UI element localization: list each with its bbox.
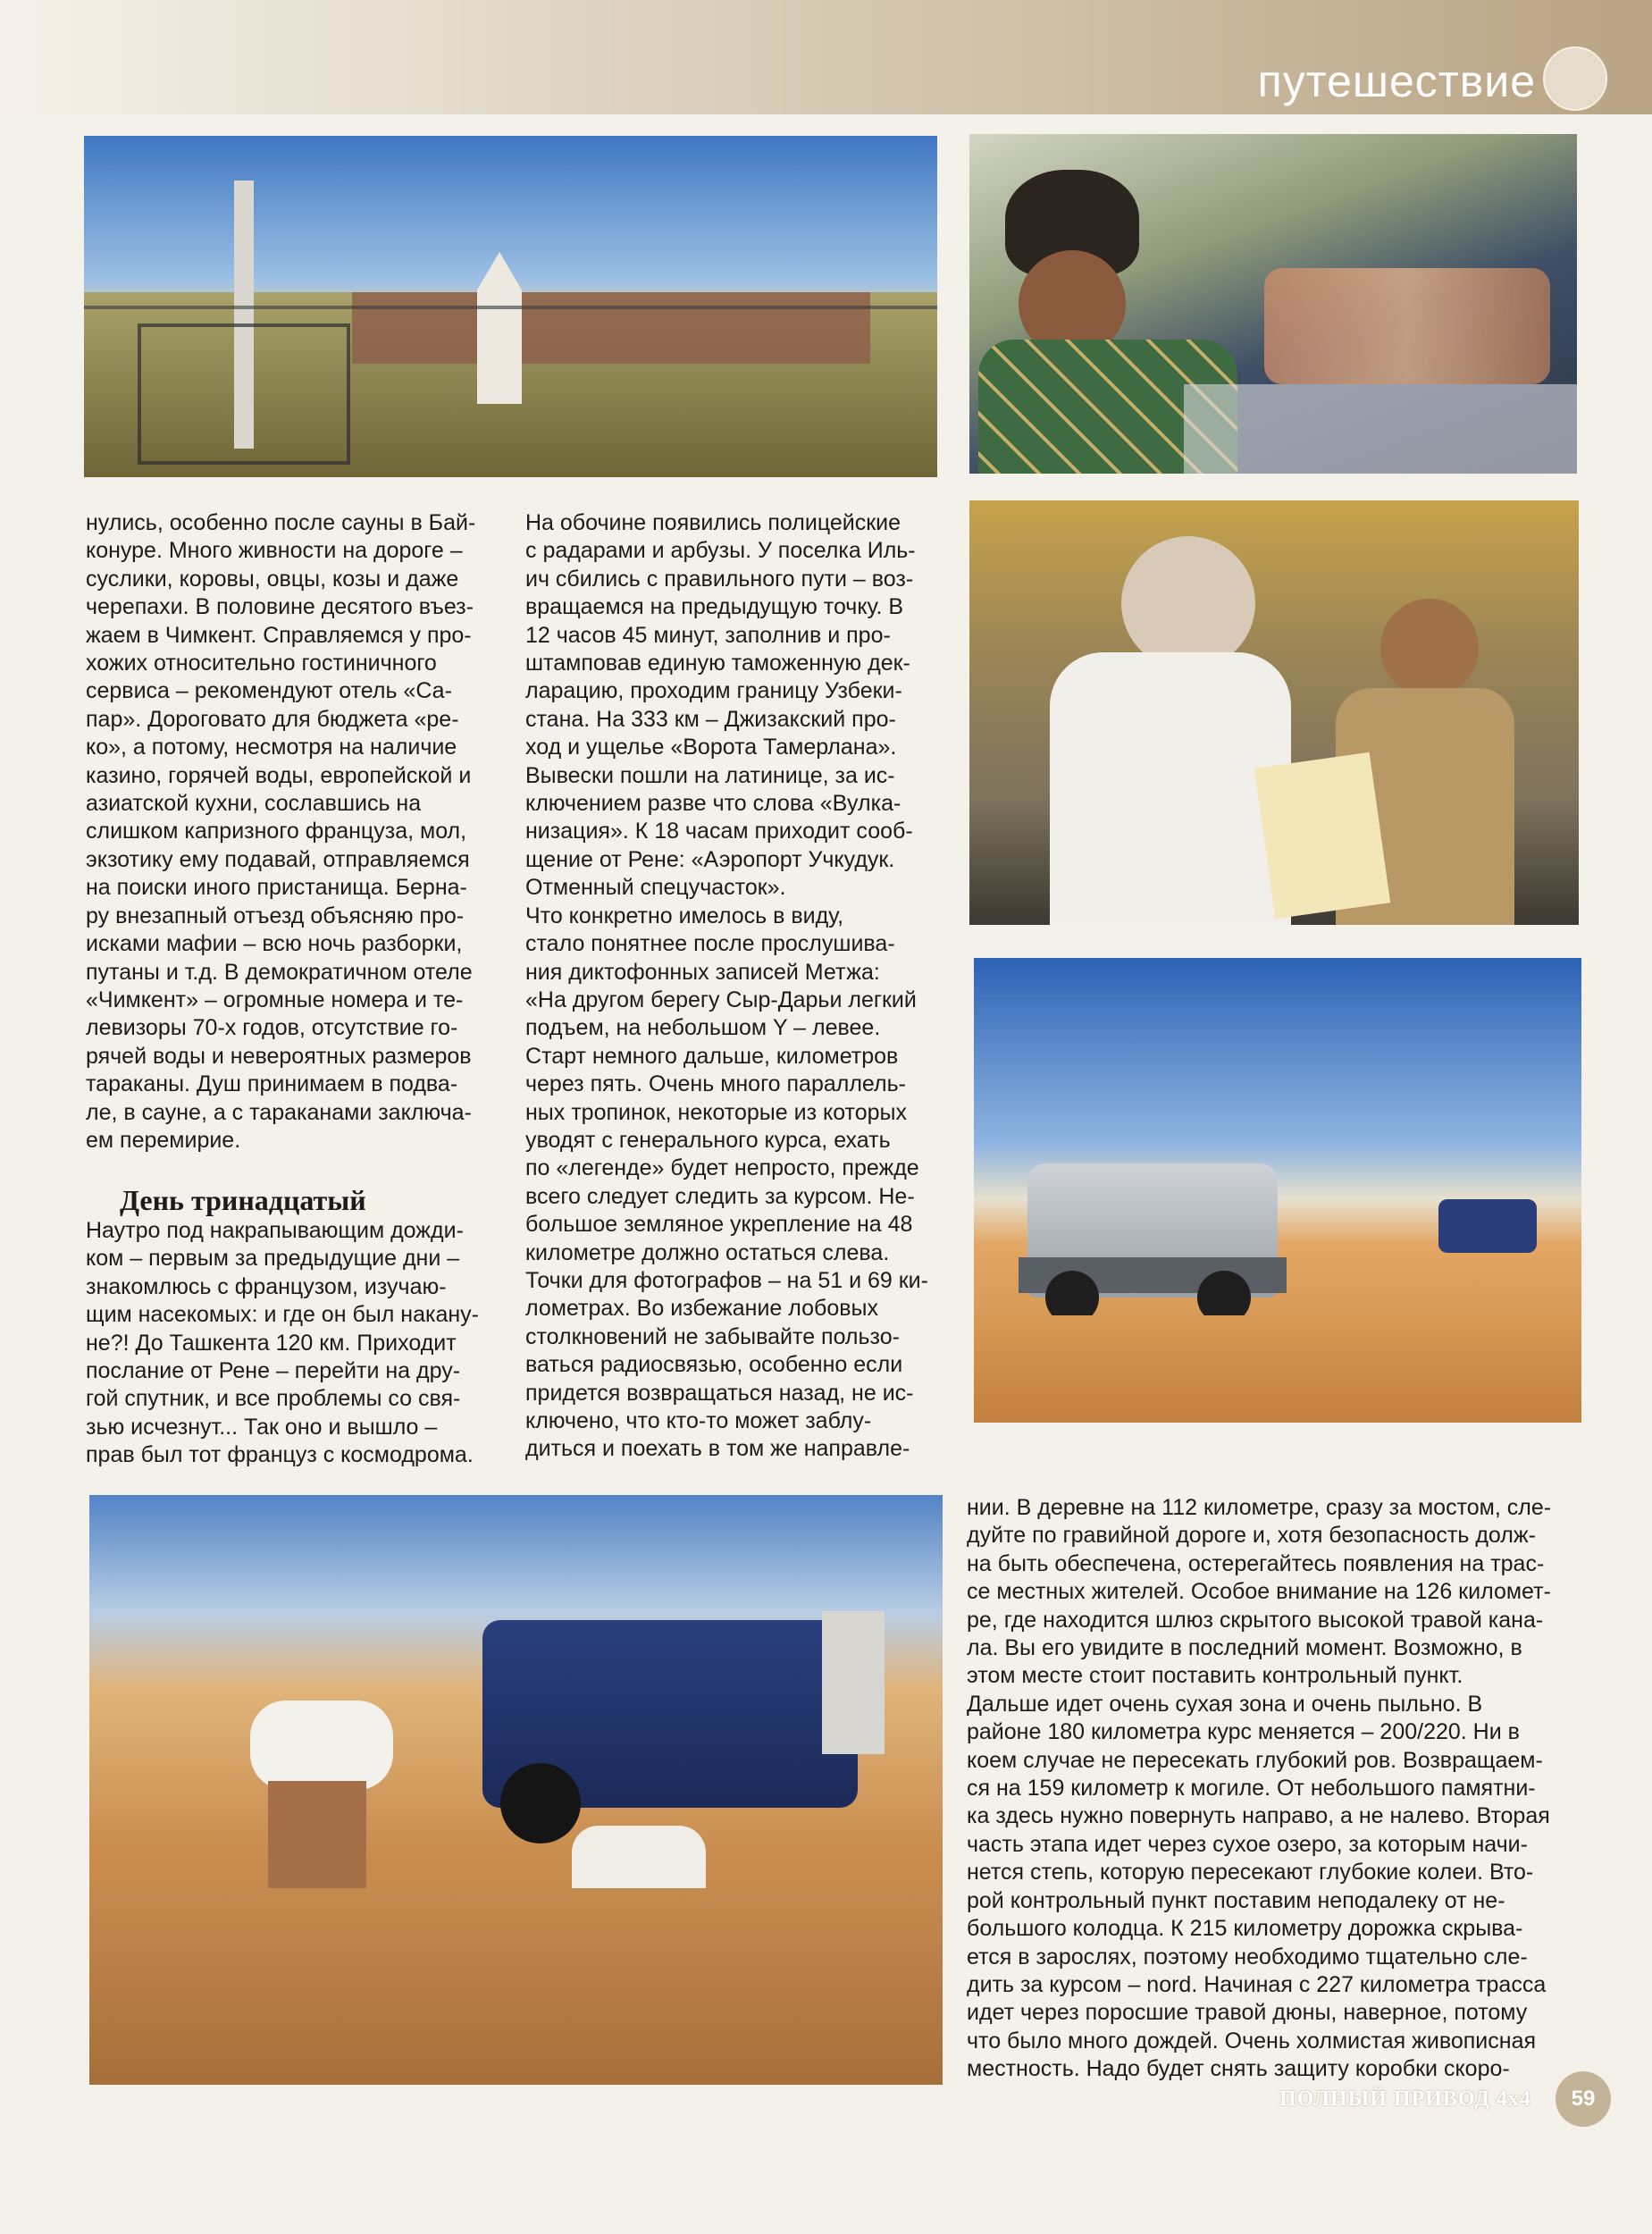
section-dot-icon — [1543, 46, 1607, 111]
photo-cemetery — [84, 136, 937, 477]
article-paragraph: Наутро под накрапывающим дожди- ком – первым за предыдущие дни – знакомлюсь с французом, изучаю- щим насекомых: и где он был накану- не?! До Ташкента 120 км. Приходит послание от Рене – перейти на дру- гой спутник, и все проблемы со свя- зью исчезнут... Так оно и вышло – прав был тот француз с космодрома. — [86, 1218, 480, 1468]
magazine-name: ПОЛНЫЙ ПРИВОД 4x4 — [1279, 2087, 1531, 2111]
photo-digging-car — [89, 1495, 943, 2085]
section-label: путешествие — [1257, 56, 1536, 106]
article-column-1-continued — [86, 1217, 499, 1470]
article-paragraph: Что конкретно имелось в виду, стало понятнее после прослушива- ния диктофонных записей Метжа: «На другом берегу Сыр-Дарьи легкий подъем, на небольшом Y – левее. Старт немного дальше, километров через пять. Очень много параллель- ных тропинок, некоторые из которых уводят с генерального курса, ехать по «легенде» будет непросто, прежде всего следует следить за курсом. Не- большое земляное укрепление на 48 километре должно остаться слева. Точки для фотографов – на 51 и 69 ки- лометрах. Во избежание лобовых столкновений не забывайте пользо- ваться радиосвязью, особенно если придется возвращаться назад, не ис- ключено, что кто-то может заблу- диться и поехать в том же направле- — [525, 903, 928, 1462]
article-column-2 — [525, 509, 938, 1464]
article-column-1 — [86, 509, 499, 1155]
photo-old-man — [969, 134, 1577, 474]
article-column-3 — [967, 1494, 1581, 2084]
page-number: 59 — [1556, 2071, 1611, 2127]
photo-map-reading — [969, 500, 1579, 925]
article-paragraph: нулись, особенно после сауны в Бай- конуре. Много живности на дороге – суслики, коровы, овцы, козы и даже черепахи. В половине десятого въез- жаем в Чимкент. Справляемся у про- хожих относительно гостиничного сервиса – рекомендуют отель «Са- пар». Дороговато для бюджета «ре- ко», а потому, несмотря на наличие казино, горячей воды, европейской и азиатской кухни, сославшись на слишком капризного француза, мол, экзотику ему подавай, отправляемся на поиски иного пристанища. Берна- ру внезапный отъезд объясняю про- исками мафии – всю ночь разборки, путаны и т.д. В демократичном отеле «Чимкент» – огромные номера и те- левизоры 70-х годов, отсутствие го- рячей воды и невероятных размеров тараканы. Душ принимаем в подва- ле, в сауне, а с тараканами заключа- ем перемирие. — [86, 510, 476, 1153]
article-paragraph: нии. В деревне на 112 километре, сразу за мостом, сле- дуйте по гравийной дороге и, хотя безопасность долж- на быть обеспечена, остерегайтесь появления на трас- се местных жителей. Особое внимание на 126 километ- ре, где находится шлюз скрытого высокой травой кана- ла. Вы его увидите в последний момент. Возможно, в этом месте стоит поставить контрольный пункт. — [967, 1495, 1552, 1689]
article-paragraph: На обочине появились полицейские с радарами и арбузы. У поселка Иль- ич сбились с правильного пути – воз- вращаемся на предыдущую точку. В 12 часов 45 минут, заполнив и про- штамповав единую таможенную дек- ларацию, проходим границу Узбеки- стана. На 333 км – Джизакский про- ход и ущелье «Ворота Тамерлана». Вывески пошли на латинице, за ис- ключением разве что слова «Вулка- низация». К 18 часам приходит сооб- щение от Рене: «Аэропорт Учкудук. Отменный спецучасток». — [525, 510, 916, 901]
article-paragraph: Дальше идет очень сухая зона и очень пыльно. В районе 180 километра курс меняется – 200/220. Ни в коем случае не пересекать глубокий ров. Возвращаем- ся на 159 километр к могиле. От небольшого памятни- ка здесь нужно повернуть направо, а не налево. Вторая часть этапа идет через сухое озеро, за которым начи- нется степь, которую пересекают глубокие колеи. Вто- рой контрольный пункт поставим неподалеку от не- большого колодца. К 215 километру дорожка скрыва- ется в зарослях, поэтому необходимо тщательно сле- дить за курсом – nord. Начиная с 227 километра трасса идет через поросшие травой дюны, наверное, потому что было много дождей. Очень холмистая живописная местность. Надо будет снять защиту коробки скоро- — [967, 1691, 1550, 2082]
photo-suv-desert — [974, 958, 1581, 1423]
section-subheading: День тринадцатый — [120, 1184, 366, 1216]
